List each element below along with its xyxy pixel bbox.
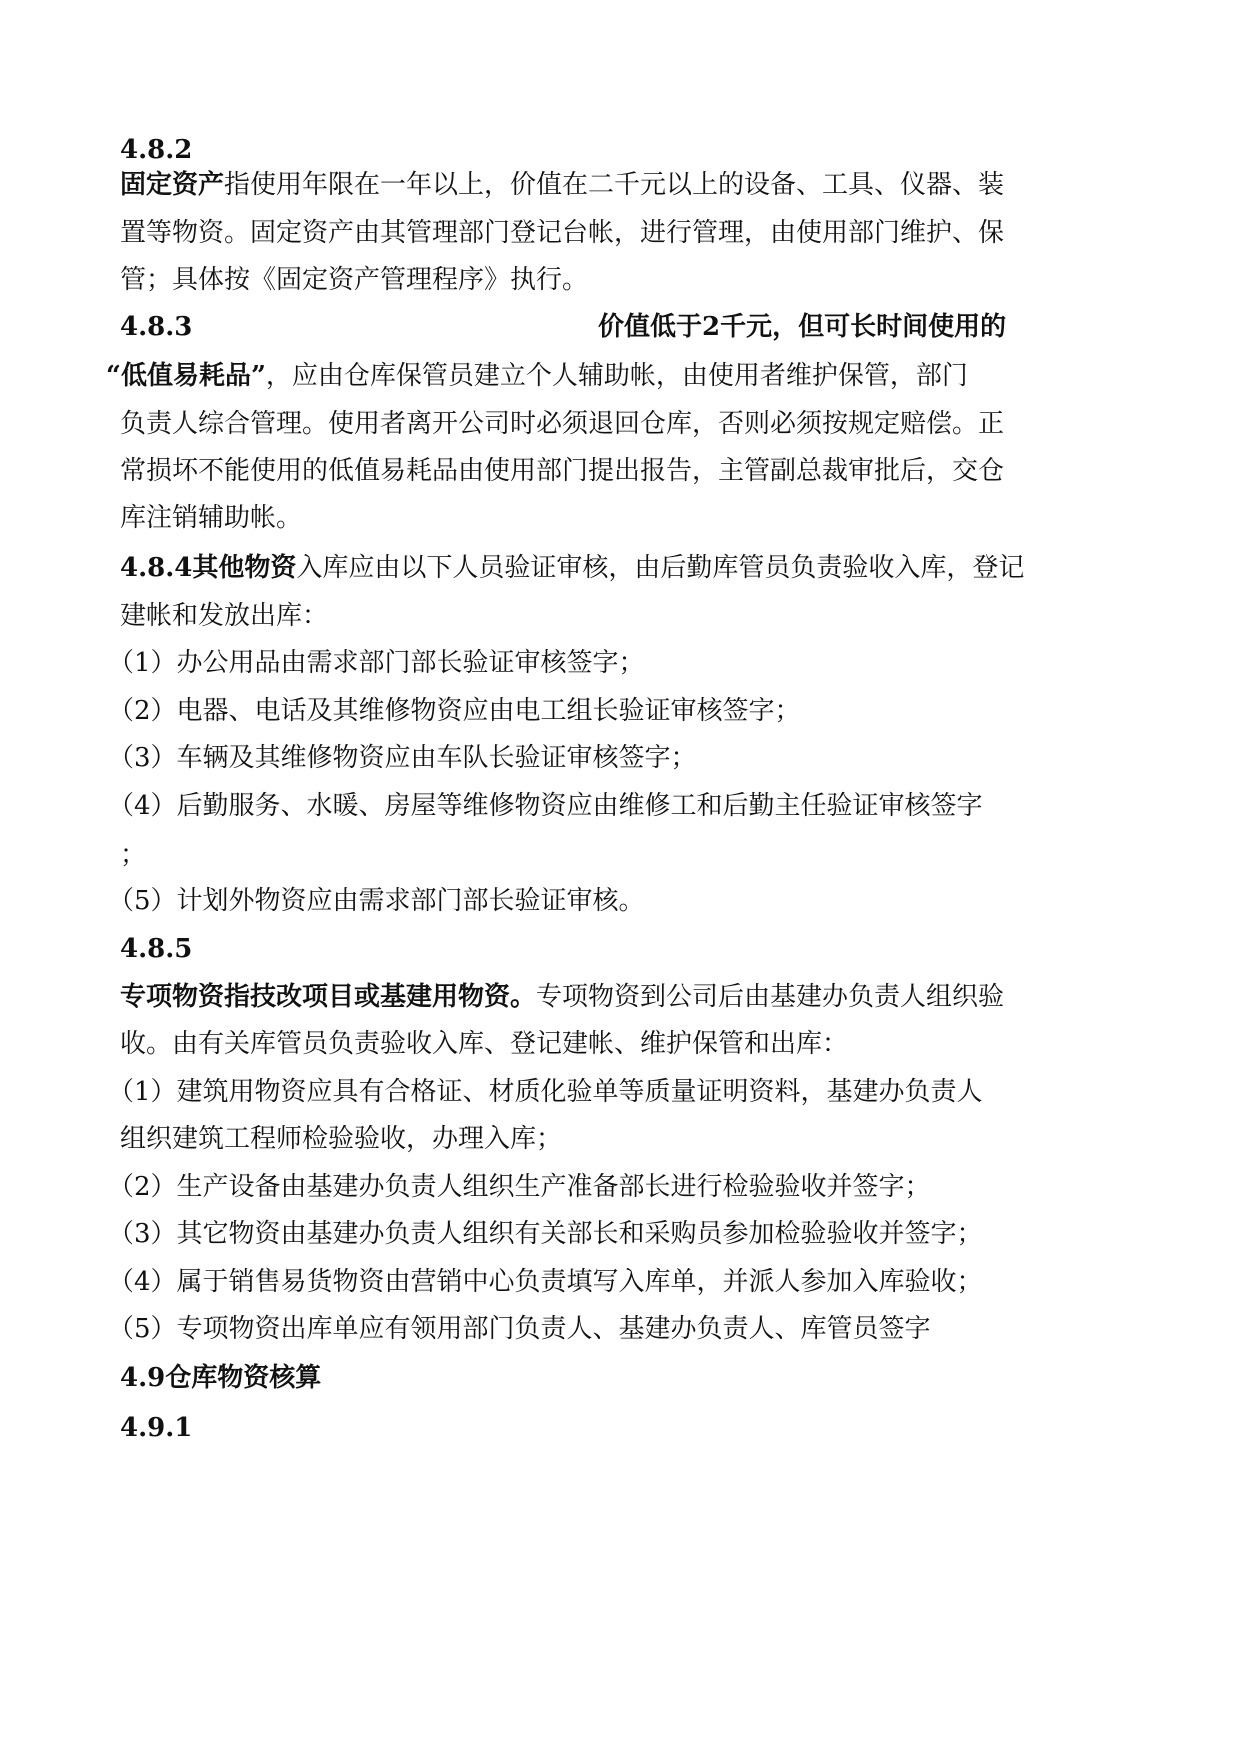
list-item: （4）后勤服务、水暖、房屋等维修物资应由维修工和后勤主任验证审核签字	[108, 791, 983, 821]
paragraph-line	[106, 359, 1116, 393]
paragraph-line: 收。由有关库管员负责验收入库、登记建帐、维护保管和出库：	[120, 1029, 849, 1059]
paragraph-line	[120, 980, 1130, 1014]
section-heading-4-8-3	[120, 310, 1130, 344]
paragraph-line: 组织建筑工程师检验验收，办理入库；	[120, 1124, 563, 1154]
list-item: （5）计划外物资应由需求部门部长验证审核。	[108, 886, 645, 916]
paragraph-line: 常损坏不能使用的低值易耗品由使用部门提出报告，主管副总裁审批后，交仓	[120, 456, 1005, 486]
paragraph-line: 库注销辅助帐。	[120, 503, 303, 533]
list-item: （1）建筑用物资应具有合格证、材质化验单等质量证明资料，基建办负责人	[108, 1077, 983, 1107]
paragraph-line	[120, 168, 1130, 202]
paragraph-line: 负责人综合管理。使用者离开公司时必须退回仓库，否则必须按规定赔偿。正	[120, 409, 1005, 439]
list-item: （5）专项物资出库单应有领用部门负责人、基建办负责人、库管员签字	[108, 1314, 931, 1344]
paragraph-line: 置等物资。固定资产由其管理部门登记台帐，进行管理，由使用部门维护、保	[120, 218, 1005, 248]
section-heading-4-9: 4.9仓库物资核算	[120, 1363, 322, 1393]
section-heading-text: 价值低于2千元，但可长时间使用的	[598, 312, 1007, 342]
paragraph-line: ；	[120, 840, 147, 870]
text-span: 指使用年限在一年以上，价值在二千元以上的设备、工具、仪器、装	[224, 170, 1005, 200]
section-heading-4-8-4: 4.8.4其他物资	[120, 553, 297, 583]
term-low-value-consumables: “低值易耗品”	[106, 361, 266, 391]
section-heading-4-8-2: 4.8.2	[120, 135, 193, 165]
section-heading-4-9-1: 4.9.1	[120, 1413, 193, 1443]
term-fixed-assets: 固定资产	[120, 170, 225, 200]
list-item: （2）电器、电话及其维修物资应由电工组长验证审核签字；	[108, 696, 801, 726]
list-item: （3）车辆及其维修物资应由车队长验证审核签字；	[108, 743, 697, 773]
list-item: （4）属于销售易货物资由营销中心负责填写入库单，并派人参加入库验收；	[108, 1267, 983, 1297]
list-item: （3）其它物资由基建办负责人组织有关部长和采购员参加检验验收并签字；	[108, 1219, 983, 1249]
paragraph-line: 建帐和发放出库：	[120, 601, 329, 631]
section-number: 4.8.3	[120, 312, 193, 342]
list-item: （2）生产设备由基建办负责人组织生产准备部长进行检验验收并签字；	[108, 1172, 931, 1202]
paragraph-line: 管；具体按《固定资产管理程序》执行。	[120, 265, 589, 295]
text-span: 入库应由以下人员验证审核，由后勤库管员负责验收入库，登记	[296, 553, 1025, 583]
paragraph-line	[120, 551, 1130, 585]
section-heading-4-8-5: 4.8.5	[120, 934, 193, 964]
term-special-materials: 专项物资指技改项目或基建用物资。	[120, 982, 537, 1012]
text-span: 专项物资到公司后由基建办负责人组织验	[536, 982, 1005, 1012]
list-item: （1）办公用品由需求部门部长验证审核签字；	[108, 648, 645, 678]
text-span: ，应由仓库保管员建立个人辅助帐，由使用者维护保管，部门	[265, 361, 968, 391]
